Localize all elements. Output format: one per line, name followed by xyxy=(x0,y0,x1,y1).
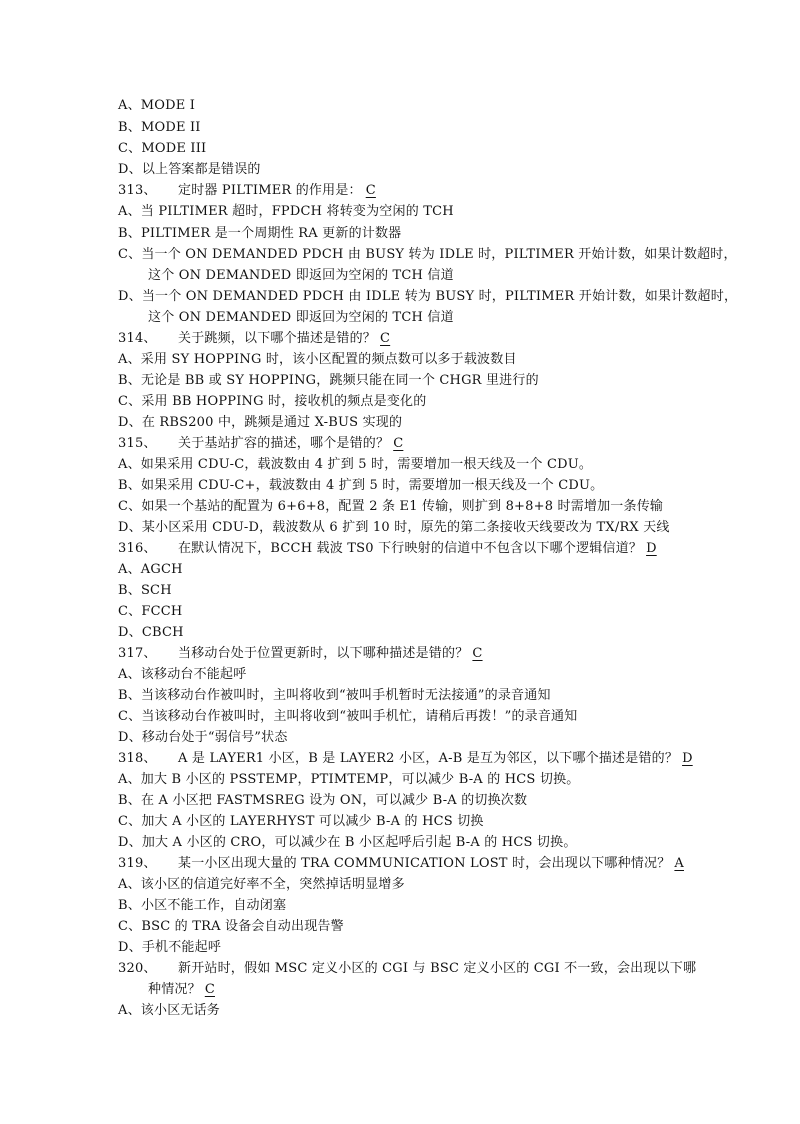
option-line: A、加大 B 小区的 PSSTEMP，PTIMTEMP，可以减少 B-A 的 HCS 切换。 xyxy=(118,772,580,787)
option-line: A、该小区无话务 xyxy=(118,1003,220,1018)
option-line: A、MODE I xyxy=(118,98,196,113)
answer-blank: C xyxy=(365,183,376,198)
question-316 xyxy=(118,541,671,557)
answer-blank: C xyxy=(393,436,404,451)
option-line: D、加大 A 小区的 CRO，可以减少在 B 小区起呼后引起 B-A 的 HCS 切换。 xyxy=(118,835,577,850)
option-line: C、FCCH xyxy=(118,604,183,619)
option-line: B、在 A 小区把 FASTMSREG 设为 ON，可以减少 B-A 的切换次数 xyxy=(118,793,528,808)
question-text: 定时器 PILTIMER 的作用是： xyxy=(178,183,362,198)
question-320-continued xyxy=(148,982,229,998)
option-line: B、小区不能工作，自动闭塞 xyxy=(118,898,287,913)
question-318 xyxy=(118,751,707,767)
option-line: A、采用 SY HOPPING 时，该小区配置的频点数可以多于载波数目 xyxy=(118,352,517,367)
answer-blank: C xyxy=(380,331,391,346)
answer-blank: C xyxy=(472,646,483,661)
option-line: A、该小区的信道完好率不全，突然掉话明显增多 xyxy=(118,877,405,892)
question-number: 315、 xyxy=(118,436,157,451)
question-number: 317、 xyxy=(118,646,157,661)
option-line: C、当一个 ON DEMANDED PDCH 由 BUSY 转为 IDLE 时，PILTIMER 开始计数，如果计数超时， xyxy=(118,247,737,262)
question-314 xyxy=(118,331,404,347)
option-line-continued: 这个 ON DEMANDED 即返回为空闲的 TCH 信道 xyxy=(148,268,454,283)
question-number: 314、 xyxy=(118,331,157,346)
question-text: 在默认情况下，BCCH 载波 TS0 下行映射的信道中不包含以下哪个逻辑信道？ xyxy=(178,541,643,556)
option-line: C、加大 A 小区的 LAYERHYST 可以减少 B-A 的 HCS 切换 xyxy=(118,814,484,829)
question-number: 320、 xyxy=(118,961,157,976)
option-line: A、如果采用 CDU-C，载波数由 4 扩到 5 时，需要增加一根天线及一个 CDU。 xyxy=(118,457,593,472)
question-text: 当移动台处于位置更新时，以下哪种描述是错的？ xyxy=(178,646,469,661)
question-text-continued: 种情况？ xyxy=(148,982,201,997)
option-line: D、移动台处于“弱信号”状态 xyxy=(118,730,288,745)
option-line: B、当该移动台作被叫时，主叫将收到“被叫手机暂时无法接通”的录音通知 xyxy=(118,688,551,703)
option-line: C、如果一个基站的配置为 6+6+8，配置 2 条 E1 传输，则扩到 8+8+8 时需增加一条传输 xyxy=(118,499,664,514)
option-line-continued: 这个 ON DEMANDED 即返回为空闲的 TCH 信道 xyxy=(148,310,454,325)
question-text: 某一小区出现大量的 TRA COMMUNICATION LOST 时，会出现以下哪种情况？ xyxy=(178,856,671,871)
option-line: C、采用 BB HOPPING 时，接收机的频点是变化的 xyxy=(118,394,427,409)
question-number: 313、 xyxy=(118,183,157,198)
option-line: B、PILTIMER 是一个周期性 RA 更新的计数器 xyxy=(118,226,402,241)
question-number: 318、 xyxy=(118,751,157,766)
option-line: A、AGCH xyxy=(118,562,183,577)
option-line: B、MODE II xyxy=(118,120,201,135)
question-315 xyxy=(118,436,417,452)
question-text: A 是 LAYER1 小区，B 是 LAYER2 小区，A-B 是互为邻区，以下哪个描述是错的？ xyxy=(178,751,679,766)
answer-blank: D xyxy=(682,751,693,766)
option-line: A、该移动台不能起呼 xyxy=(118,667,247,682)
option-line: A、当 PILTIMER 超时，FPDCH 将转变为空闲的 TCH xyxy=(118,204,454,219)
question-320 xyxy=(118,961,696,977)
question-317 xyxy=(118,646,497,662)
option-line: D、某小区采用 CDU-D，载波数从 6 扩到 10 时，原先的第二条接收天线要改为 TX/RX 天线 xyxy=(118,520,670,535)
answer-blank: A xyxy=(674,856,684,871)
option-line: C、BSC 的 TRA 设备会自动出现告警 xyxy=(118,919,344,934)
option-line: C、当该移动台作被叫时，主叫将收到“被叫手机忙，请稍后再拨！”的录音通知 xyxy=(118,709,578,724)
question-text: 新开站时，假如 MSC 定义小区的 CGI 与 BSC 定义小区的 CGI 不一致，会出现以下哪 xyxy=(178,961,697,976)
option-line: B、SCH xyxy=(118,583,172,598)
option-line: D、手机不能起呼 xyxy=(118,940,222,955)
answer-blank: D xyxy=(646,541,657,556)
option-line: D、当一个 ON DEMANDED PDCH 由 IDLE 转为 BUSY 时，PILTIMER 开始计数，如果计数超时， xyxy=(118,289,738,304)
option-line: D、在 RBS200 中，跳频是通过 X-BUS 实现的 xyxy=(118,415,403,430)
option-line: D、CBCH xyxy=(118,625,184,640)
question-313 xyxy=(118,183,390,199)
option-line: B、如果采用 CDU-C+，载波数由 4 扩到 5 时，需要增加一根天线及一个 CDU。 xyxy=(118,478,604,493)
question-text: 关于跳频，以下哪个描述是错的？ xyxy=(178,331,377,346)
question-text: 关于基站扩容的描述，哪个是错的？ xyxy=(178,436,390,451)
question-319 xyxy=(118,856,698,872)
answer-blank: C xyxy=(204,982,215,997)
question-number: 316、 xyxy=(118,541,157,556)
option-line: C、MODE III xyxy=(118,141,207,156)
option-line: B、无论是 BB 或 SY HOPPING，跳频只能在同一个 CHGR 里进行的 xyxy=(118,373,539,388)
option-line: D、以上答案都是错误的 xyxy=(118,162,261,177)
question-number: 319、 xyxy=(118,856,157,871)
